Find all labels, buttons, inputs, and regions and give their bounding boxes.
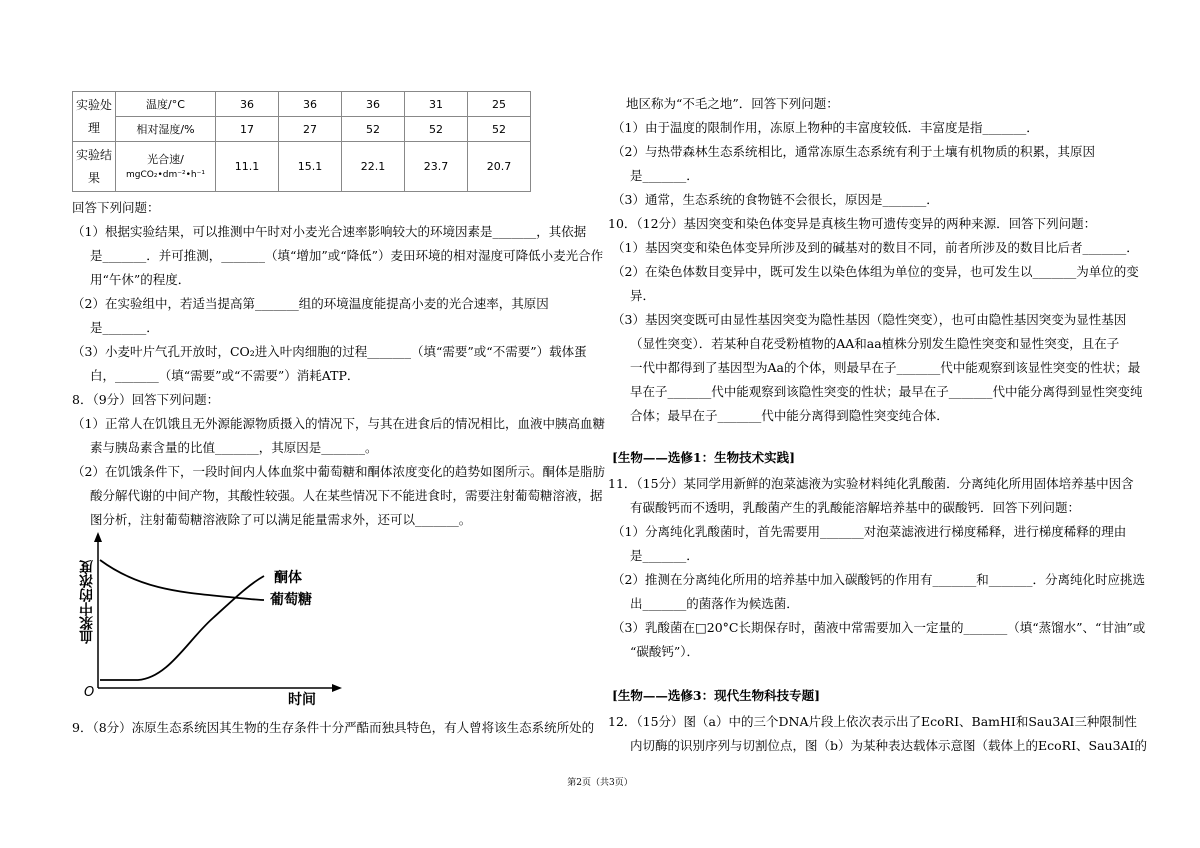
table-cell: 15.1: [279, 142, 342, 192]
text-line: 酸分解代谢的中间产物，其酸性较强。人在某些情况下不能进食时，需要注射葡萄糖溶液，据: [90, 488, 603, 503]
table-cell: 17: [216, 117, 279, 142]
text-line: “碳酸钙”）．: [630, 644, 700, 659]
text-line: 是_______．: [630, 168, 699, 183]
text-line: 有碳酸钙而不透明，乳酸菌产生的乳酸能溶解培养基中的碳酸钙．回答下列问题：: [630, 500, 1081, 515]
concentration-graph: [78, 530, 368, 708]
text-line: 白，_______（填“需要”或“不需要”）消耗ATP．: [90, 368, 360, 383]
question-11-heading: 11．（15分）某同学用新鲜的泡菜滤液为实验材料纯化乳酸菌．分离纯化所用固体培养基中因含: [608, 476, 1134, 491]
text-line: （3）乳酸菌在□20°C长期保存时，菌液中常需要加入一定量的_______（填“蒸馏水”、“甘油”或: [612, 620, 1146, 635]
text-line: （1）分离纯化乳酸菌时，首先需要用_______对泡菜滤液进行梯度稀释，进行梯度稀释的理由: [612, 524, 1127, 539]
text-line: 合体；最早在子_______代中能分离得到隐性突变纯合体．: [630, 408, 949, 423]
rate-label-line-1: 光合速/: [147, 152, 184, 166]
text-line: （3）通常，生态系统的食物链不会很长，原因是_______．: [612, 192, 939, 207]
question-10-heading: 10．（12分）基因突变和染色体变异是真核生物可遗传变异的两种来源．回答下列问题：: [608, 216, 1097, 231]
origin-label: O: [84, 685, 95, 700]
table-cell: 20.7: [468, 142, 531, 192]
glucose-label: 葡萄糖: [270, 592, 312, 608]
text-line: 素与胰岛素含量的比值_______，其原因是_______。: [90, 440, 378, 455]
rate-label-line-2: mgCO₂•dm⁻²•h⁻¹: [126, 170, 205, 181]
table-row: [73, 142, 531, 192]
text-line: （3）基因突变既可由显性基因突变为隐性基因（隐性突变），也可由隐性基因突变为显性基因: [612, 312, 1127, 327]
table-cell: 52: [342, 117, 405, 142]
table-cell: 23.7: [405, 142, 468, 192]
text-line: （1）基因突变和染色体变异所涉及到的碱基对的数目不同，前者所涉及的数目比后者_______．: [612, 240, 1139, 255]
table-cell: 52: [468, 117, 531, 142]
table-row: [73, 117, 531, 142]
text-line: （1）正常人在饥饿且无外源能源物质摄入的情况下，与其在进食后的情况相比，血液中胰高血糖: [72, 416, 605, 431]
x-axis: [98, 684, 342, 692]
text-line: 回答下列问题：: [72, 200, 160, 215]
text-line: 图分析，注射葡萄糖溶液除了可以满足能量需求外，还可以_______。: [90, 512, 472, 527]
text-line: 地区称为“不毛之地”．回答下列问题：: [626, 96, 839, 111]
ketone-label: 酮体: [274, 570, 302, 586]
text-line: （3）小麦叶片气孔开放时，CO₂进入叶肉细胞的过程_______（填“需要”或“不需要”）载体蛋: [72, 344, 587, 359]
text-line: （2）与热带森林生态系统相比，通常冻原生态系统有利于土壤有机物质的积累，其原因: [612, 144, 1095, 159]
question-9-heading: 9．（8分）冻原生态系统因其生物的生存条件十分严酷而独具特色，有人曾将该生态系统所处的: [72, 720, 595, 735]
text-line: （1）由于温度的限制作用，冻原上物种的丰富度较低．丰富度是指_______．: [612, 120, 1039, 135]
table-cell: 25: [468, 92, 531, 117]
section-heading-elective-3: [生物——选修3：现代生物科技专题]: [612, 688, 821, 703]
text-line: （显性突变）．若某种自花受粉植物的AA和aa植株分别发生隐性突变和显性突变，且在子: [630, 336, 1120, 351]
text-line: （2）推测在分离纯化所用的培养基中加入碳酸钙的作用有_______和_______．分离纯化时应挑选: [612, 572, 1145, 587]
text-line: 是_______．: [630, 548, 699, 563]
text-line: 一代中都得到了基因型为Aa的个体，则最早在子_______代中能观察到该显性突变的性状；最: [630, 360, 1141, 375]
text-line: 早在子_______代中能观察到该隐性突变的性状；最早在子_______代中能分离得到显性突变纯: [630, 384, 1143, 399]
question-8-heading: 8．（9分）回答下列问题：: [72, 392, 220, 407]
page-footer: 第2页（共3页）: [567, 778, 633, 788]
text-line: （1）根据实验结果，可以推测中午时对小麦光合速率影响较大的环境因素是_______，其依据: [72, 224, 587, 239]
temp-label: 温度/°C: [116, 92, 216, 117]
table-row: [73, 92, 531, 117]
experiment-table: [72, 91, 531, 192]
text-line: 出_______的菌落作为候选菌．: [630, 596, 799, 611]
table-cell: 52: [405, 117, 468, 142]
table-cell: 36: [342, 92, 405, 117]
row-header-result: 实验结果: [73, 142, 116, 192]
table-cell: 27: [279, 117, 342, 142]
text-line: 用“午休”的程度．: [90, 272, 191, 287]
table-cell: 31: [405, 92, 468, 117]
question-12-heading: 12．（15分）图（a）中的三个DNA片段上依次表示出了EcoRI、BamHI和Sau3AI三种限制性: [608, 714, 1137, 729]
text-line: 是_______．: [90, 320, 159, 335]
table-cell: 11.1: [216, 142, 279, 192]
rate-label: [116, 142, 216, 192]
humidity-label: 相对湿度/%: [116, 117, 216, 142]
table-cell: 36: [279, 92, 342, 117]
text-line: 内切酶的识别序列与切割位点，图（b）为某种表达载体示意图（载体上的EcoRI、Sau3AI的: [630, 738, 1147, 753]
text-line: （2）在饥饿条件下，一段时间内人体血浆中葡萄糖和酮体浓度变化的趋势如图所示。酮体是脂肪: [72, 464, 605, 479]
table-cell: 22.1: [342, 142, 405, 192]
y-axis-label: 血浆中的浓度: [79, 560, 95, 644]
text-line: （2）在染色体数目变异中，既可发生以染色体组为单位的变异，也可发生以_______为单位的变: [612, 264, 1139, 279]
x-axis-label: 时间: [288, 692, 316, 708]
text-line: 异．: [630, 288, 656, 303]
section-heading-elective-1: [生物——选修1：生物技术实践]: [612, 450, 796, 465]
row-header-treatment: 实验处理: [73, 92, 116, 142]
text-line: （2）在实验组中，若适当提高第_______组的环境温度能提高小麦的光合速率，其原因: [72, 296, 549, 311]
table-cell: 36: [216, 92, 279, 117]
text-line: 是_______．并可推测，_______（填“增加”或“降低”）麦田环境的相对湿度可降低小麦光合作: [90, 248, 604, 263]
